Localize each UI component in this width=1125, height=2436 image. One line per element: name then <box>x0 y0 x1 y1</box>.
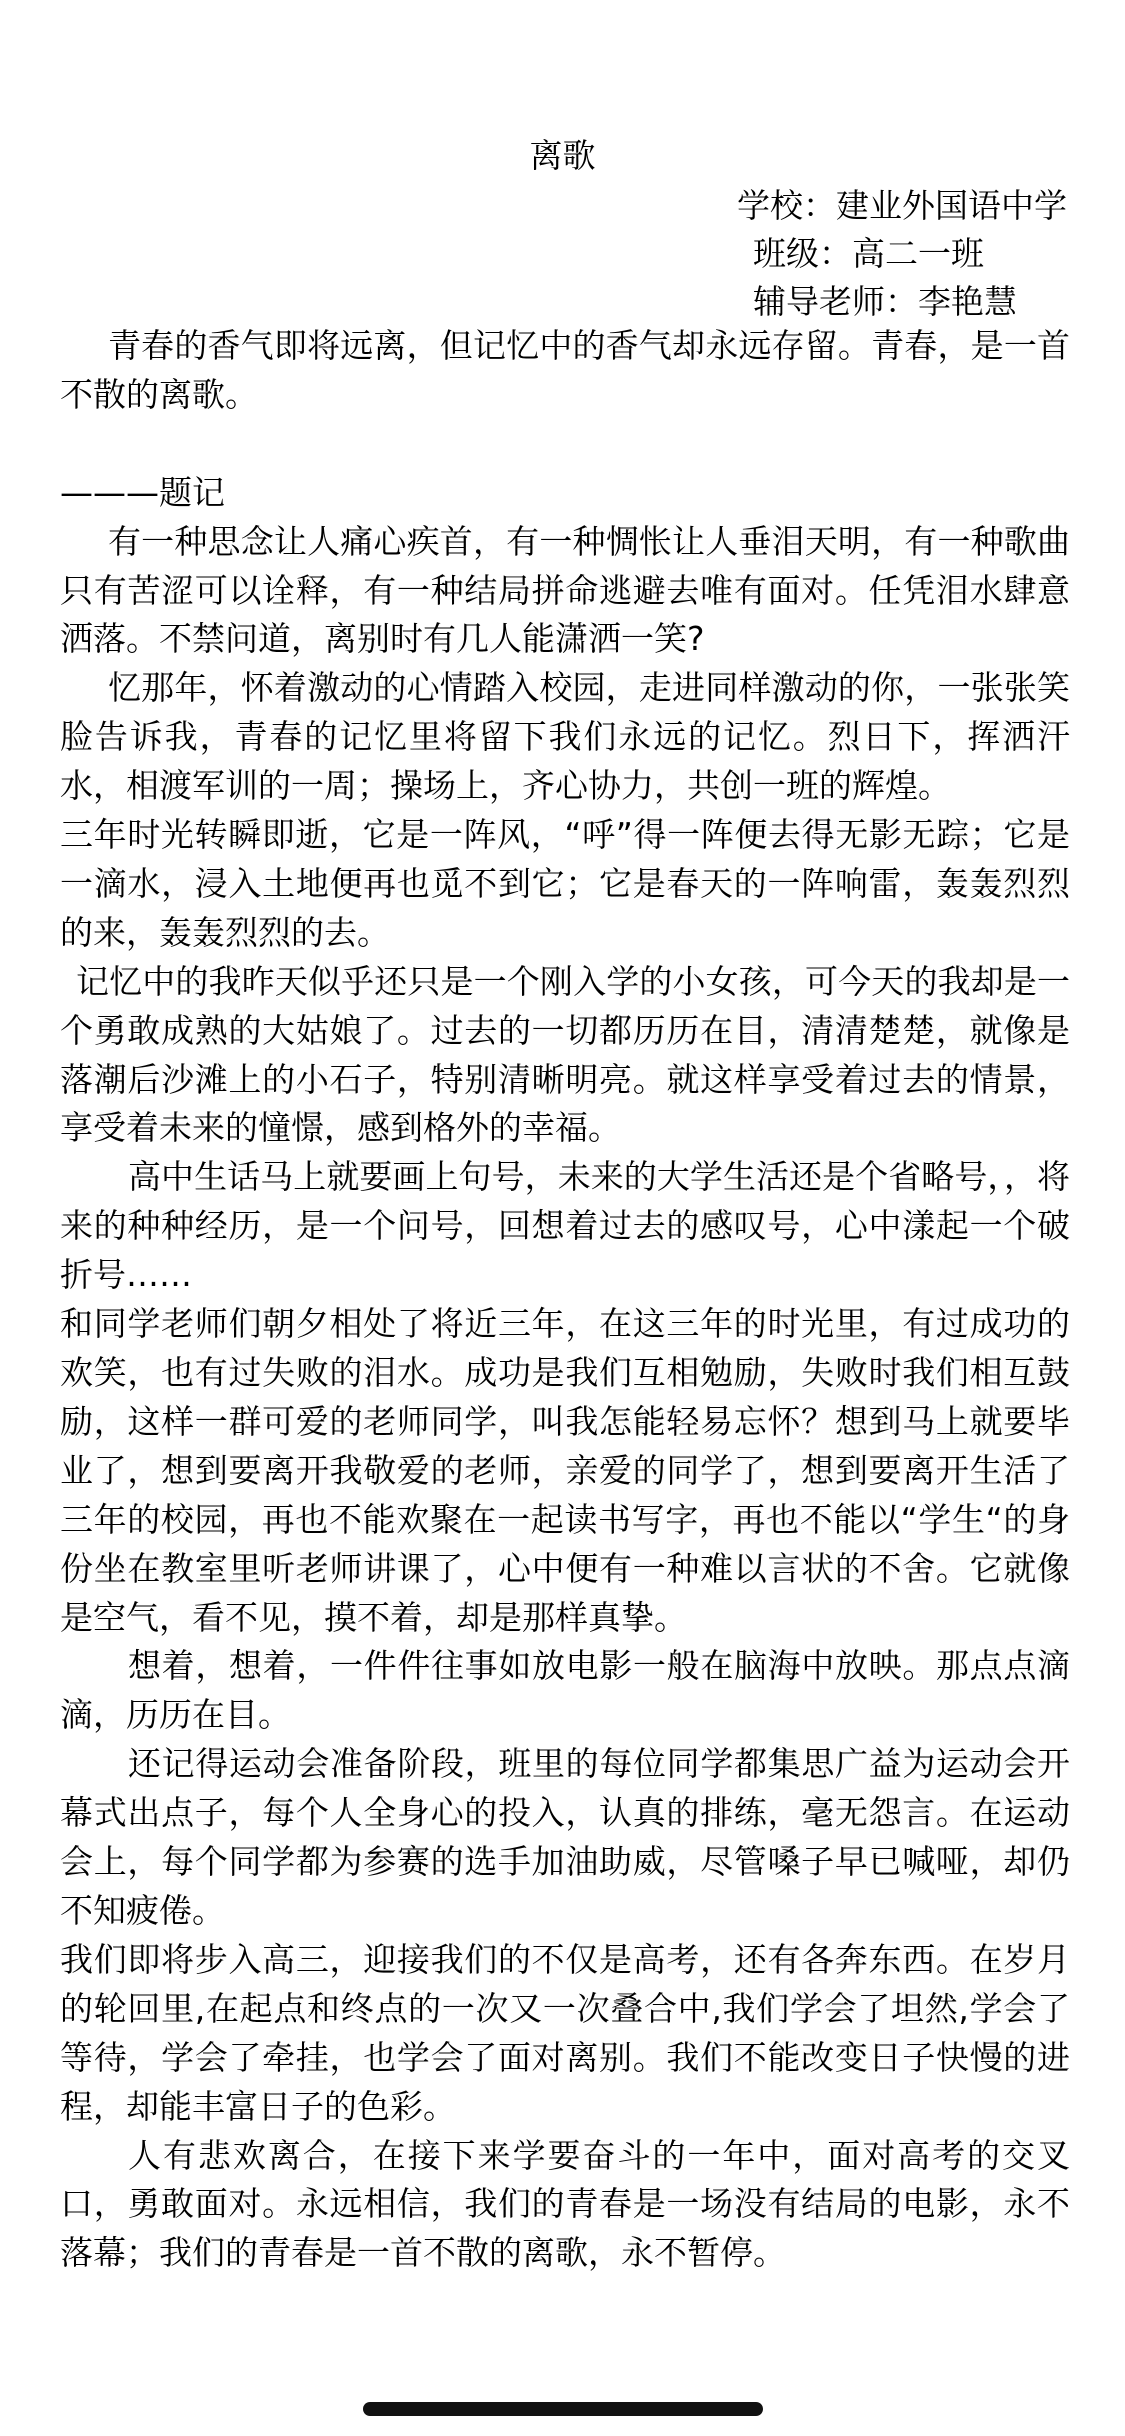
paragraph-6: 和同学老师们朝夕相处了将近三年，在这三年的时光里，有过成功的欢笑，也有过失败的泪水。成功是我们互相勉励，失败时我们相互鼓励，这样一群可爱的老师同学，叫我怎能轻易忘怀？想到马上就要毕业了，想到要离开我敬爱的老师，亲爱的同学了，想到要离开生活了三年的校园，再也不能欢聚在一起读书写字，再也不能以“学生“的身份坐在教室里听老师讲课了，心中便有一种难以言状的不舍。它就像是空气，看不见，摸不着，却是那样真挚。 <box>60 1304 1070 1637</box>
school-line: 学校：建业外国语中学 <box>737 186 1067 225</box>
paragraph-4: 记忆中的我昨天似乎还只是一个刚入学的小女孩，可今天的我却是一个勇敢成熟的大姑娘了。过去的一切都历历在目，清清楚楚，就像是落潮后沙滩上的小石子，特别清晰明亮。就这样享受着过去的情景，享受着未来的憧憬，感到格外的幸福。 <box>60 961 1070 1148</box>
paragraph-10: 人有悲欢离合，在接下来学要奋斗的一年中，面对高考的交叉口，勇敢面对。永远相信，我们的青春是一场没有结局的电影，永不落幕；我们的青春是一首不散的离歌，永不暂停。 <box>60 2135 1070 2273</box>
epigraph: 青春的香气即将远离，但记忆中的香气却永远存留。青春，是一首不散的离歌。 <box>60 326 1070 414</box>
class-line: 班级：高二一班 <box>753 234 984 273</box>
teacher-line: 辅导老师：李艳慧 <box>753 282 1017 321</box>
home-indicator[interactable] <box>363 2402 763 2416</box>
paragraph-9: 我们即将步入高三，迎接我们的不仅是高考，还有各奔东西。在岁月的轮回里,在起点和终点的一次又一次叠合中,我们学会了坦然,学会了等待，学会了牵挂，也学会了面对离别。我们不能改变日子快慢的进程，却能丰富日子的色彩。 <box>60 1939 1070 2126</box>
paragraph-3: 三年时光转瞬即逝，它是一阵风，“呼”得一阵便去得无影无踪；它是一滴水，浸入土地便再也觅不到它；它是春天的一阵响雷，轰轰烈烈的来，轰轰烈烈的去。 <box>60 815 1070 952</box>
paragraph-7: 想着，想着，一件件往事如放电影一般在脑海中放映。那点点滴滴，历历在目。 <box>60 1646 1070 1735</box>
paragraph-5: 高中生话马上就要画上句号，未来的大学生活还是个省略号，，将来的种种经历，是一个问号，回想着过去的感叹号，心中漾起一个破折号…… <box>60 1157 1070 1295</box>
paragraph-1: 有一种思念让人痛心疾首，有一种惆怅让人垂泪天明，有一种歌曲只有苦涩可以诠释，有一种结局拼命逃避去唯有面对。任凭泪水肆意洒落。不禁问道，离别时有几人能潇洒一笑? <box>60 521 1070 659</box>
epigraph-attribution: ———题记 <box>60 472 225 512</box>
document-title: 离歌 <box>529 136 596 175</box>
blank-line <box>60 420 1070 469</box>
article-body <box>60 322 1070 2278</box>
paragraph-2: 忆那年，怀着激动的心情踏入校园，走进同样激动的你，一张张笑脸告诉我，青春的记忆里将留下我们永远的记忆。烈日下，挥洒汗水，相渡军训的一周；操场上，齐心协力，共创一班的辉煌。 <box>60 668 1070 806</box>
paragraph-8: 还记得运动会准备阶段，班里的每位同学都集思广益为运动会开幕式出点子，每个人全身心的投入，认真的排练，毫无怨言。在运动会上，每个同学都为参赛的选手加油助威，尽管嗓子早已喊哑，却仍不知疲倦。 <box>60 1744 1070 1930</box>
